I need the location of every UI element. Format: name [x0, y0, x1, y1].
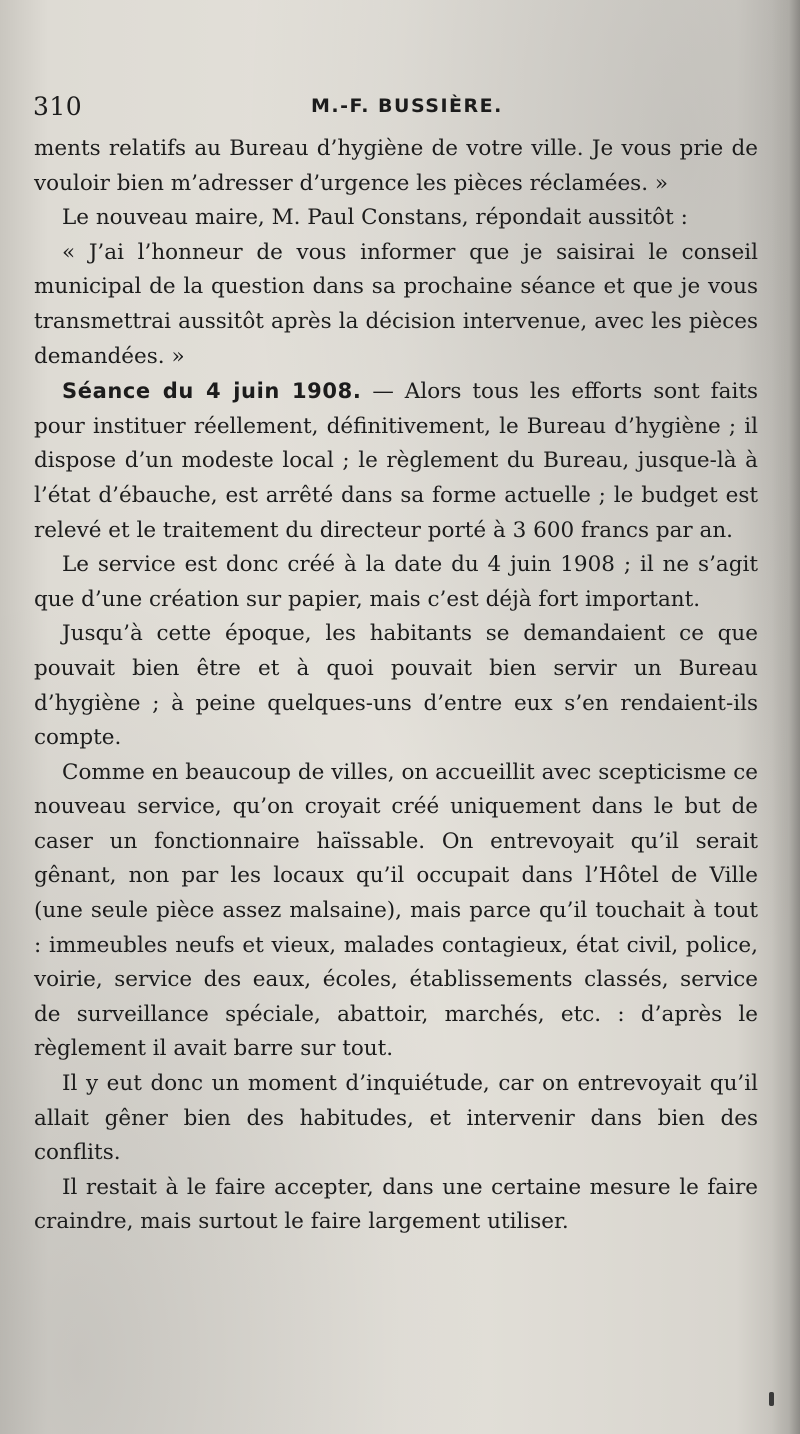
- body-text: [34, 132, 758, 1240]
- paragraph-scepticism: Comme en beaucoup de villes, on accueillit avec scepticisme ce nouveau service, qu’on croyait créé uniquement dans le but de caser un fonctionnaire haïssable. On entrevoyait qu’il serait gênant, non par les locaux qu’il occupait dans l’Hôtel de Ville (une seule pièce assez malsaine), mais parce qu’il touchait à tout : immeubles neufs et vieux, malades contagieux, état civil, police, voirie, service des eaux, écoles, établissements classés, service de surveillance spéciale, abattoir, marchés, etc. : d’après le règlement il avait barre sur tout.: [34, 759, 758, 1062]
- paragraph-service-created: Le service est donc créé à la date du 4 juin 1908 ; il ne s’agit que d’une création sur papier, mais c’est déjà fort important.: [34, 552, 758, 612]
- running-head: [33, 92, 773, 126]
- paragraph-quoted-letter: « J’ai l’honneur de vous informer que je saisirai le conseil municipal de la question dans sa prochaine séance et que je vous transmettrai aussitôt après la décision intervenue, avec les pièces demandées. »: [34, 239, 758, 369]
- page-edge-shadow: [772, 0, 800, 1434]
- paragraph-inquietude: Il y eut donc un moment d’inquiétude, car on entrevoyait qu’il allait gêner bien des habitudes, et intervenir dans bien des conflits.: [34, 1071, 758, 1166]
- paragraph-inhabitants: Jusqu’à cette époque, les habitants se demandaient ce que pouvait bien être et à quoi pouvait bien servir un Bureau d’hygiène ; à peine quelques-uns d’entre eux s’en rendaient-ils compte.: [34, 621, 758, 751]
- paragraph-seance: [34, 374, 758, 548]
- paragraph-acceptance: Il restait à le faire accepter, dans une certaine mesure le faire craindre, mais surtout le faire largement utiliser.: [34, 1174, 758, 1235]
- seance-text: — Alors tous les efforts sont faits pour instituer réellement, définitivement, le Bureau d’hygiène ; il dispose d’un modeste local ; le règlement du Bureau, jusque-là à l’état d’ébauche, est arrêté dans sa forme actuelle ; le budget est relevé et le traitement du directeur porté à 3 600 francs par an.: [34, 379, 758, 543]
- page-mark: [769, 1392, 774, 1406]
- running-title: M.-F. BUSSIÈRE.: [311, 95, 503, 117]
- paragraph-mayor-reply: Le nouveau maire, M. Paul Constans, répondait aussitôt :: [62, 205, 688, 231]
- seance-heading: Séance du 4 juin 1908.: [62, 379, 362, 404]
- page-number: 310: [33, 92, 83, 121]
- paragraph-continuation: ments relatifs au Bureau d’hygiène de votre ville. Je vous prie de vouloir bien m’adresser d’urgence les pièces réclamées. »: [34, 136, 758, 196]
